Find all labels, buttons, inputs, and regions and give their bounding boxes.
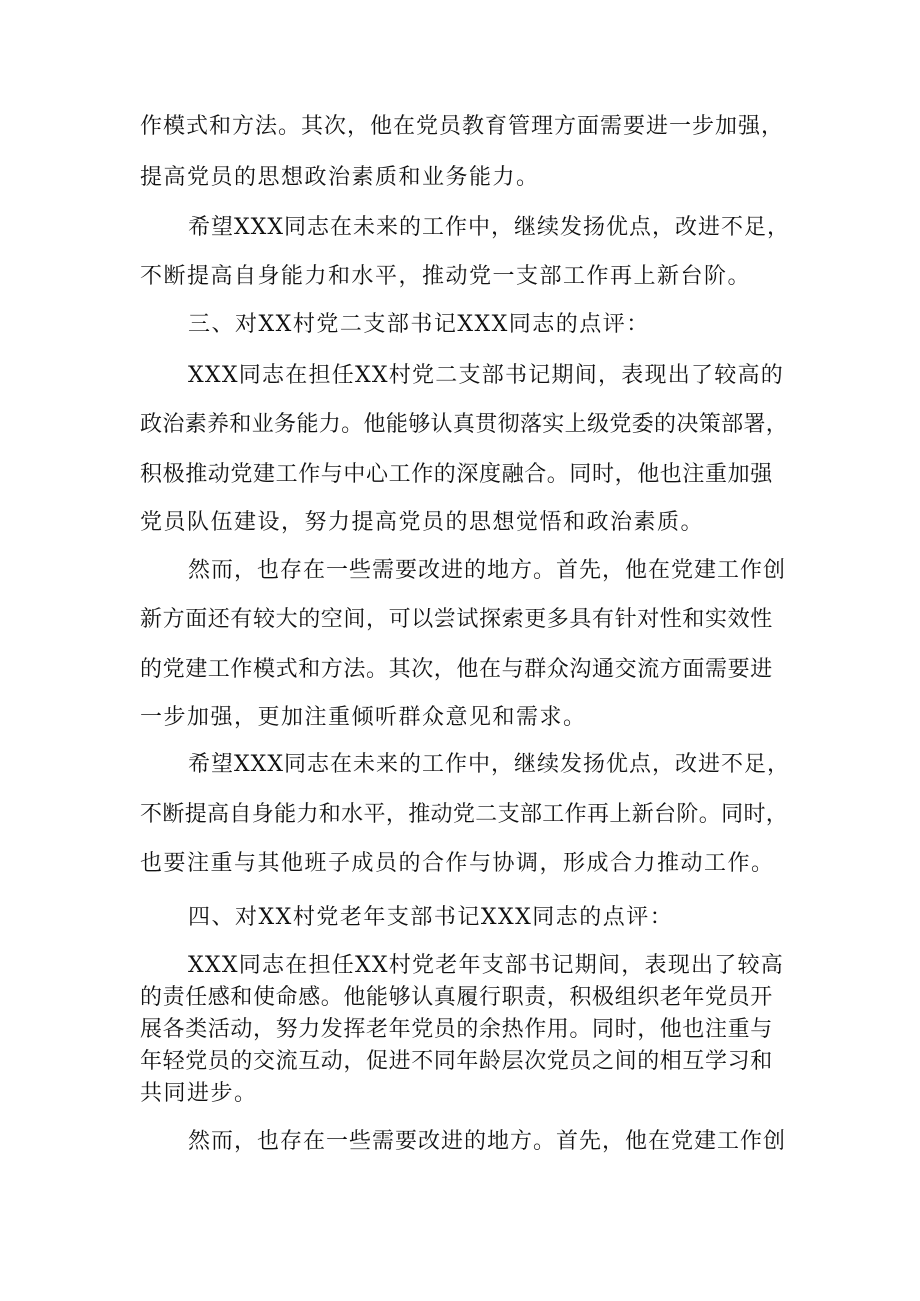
section-heading: 三、对XX村党二支部书记XXX同志的点评： — [188, 312, 650, 337]
text-line: 党员队伍建设，努力提高党员的思想觉悟和政治素质。 — [140, 510, 705, 535]
text-line: 的党建工作模式和方法。其次，他在与群众沟通交流方面需要进 — [140, 657, 773, 682]
text-line: 共同进步。 — [140, 1081, 258, 1106]
text-line: 也要注重与其他班子成员的合作与协调，形成合力推动工作。 — [140, 851, 775, 876]
text-line: 然而，也存在一些需要改进的地方。首先，他在党建工作创 — [188, 558, 787, 583]
text-line: 一步加强，更加注重倾听群众意见和需求。 — [140, 705, 587, 730]
text-line: 积极推动党建工作与中心工作的深度融合。同时，他也注重加强 — [140, 462, 773, 487]
text-line: 不断提高自身能力和水平，推动党二支部工作再上新台阶。同时， — [140, 802, 789, 827]
text-line: 展各类活动，努力发挥老年党员的余热作用。同时，他也注重与 — [140, 1017, 773, 1042]
text-line: 作模式和方法。其次，他在党员教育管理方面需要进一步加强， — [140, 114, 785, 139]
text-line: 希望XXX同志在未来的工作中，继续发扬优点，改进不足， — [188, 752, 790, 777]
text-line: 希望XXX同志在未来的工作中，继续发扬优点，改进不足， — [188, 215, 790, 240]
text-line: 政治素养和业务能力。他能够认真贯彻落实上级党委的决策部署， — [140, 412, 789, 437]
text-line: 新方面还有较大的空间，可以尝试探索更多具有针对性和实效性 — [140, 607, 773, 632]
section-heading: 四、对XX村党老年支部书记XXX同志的点评： — [188, 905, 674, 930]
text-line: 的责任感和使命感。他能够认真履行职责，积极组织老年党员开 — [140, 985, 773, 1010]
text-line: XXX同志在担任XX村党老年支部书记期间，表现出了较高 — [188, 953, 785, 978]
text-line: 年轻党员的交流互动，促进不同年龄层次党员之间的相互学习和 — [140, 1049, 773, 1074]
text-line: 然而，也存在一些需要改进的地方。首先，他在党建工作创 — [188, 1129, 787, 1154]
text-line: 提高党员的思想政治素质和业务能力。 — [140, 165, 540, 190]
text-line: XXX同志在担任XX村党二支部书记期间，表现出了较高的 — [188, 363, 785, 388]
text-line: 不断提高自身能力和水平，推动党一支部工作再上新台阶。 — [140, 264, 752, 289]
